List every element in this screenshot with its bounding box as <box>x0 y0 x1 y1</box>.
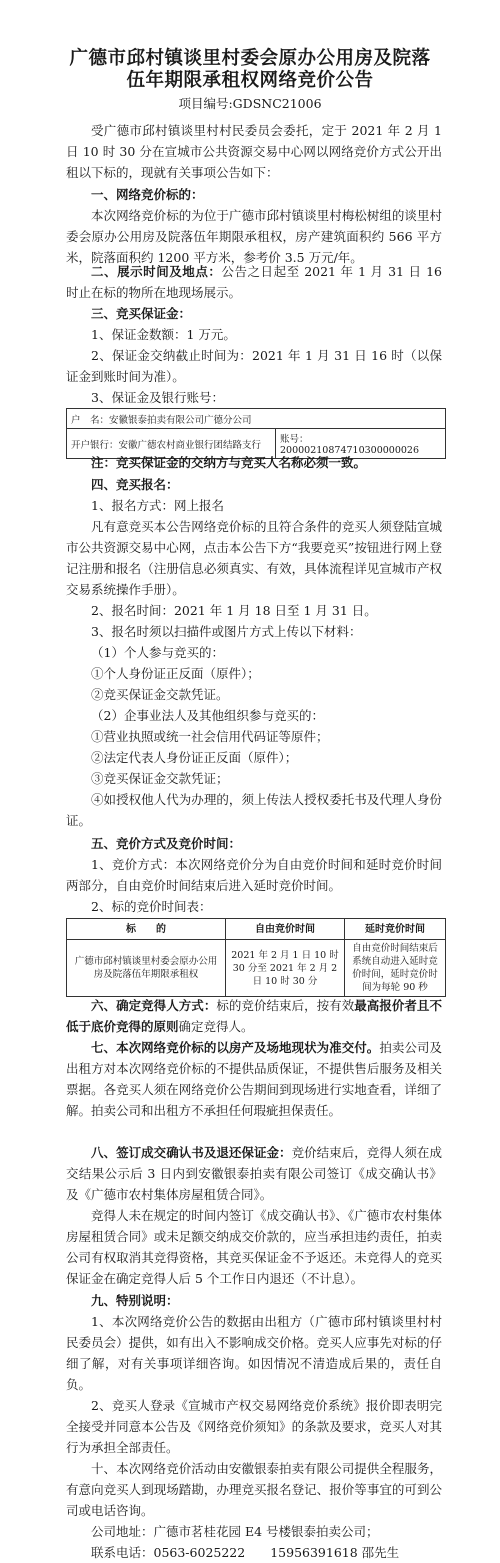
section-6-paragraph <box>66 995 442 1037</box>
section-6-text-a: 标的竞价结束后，按有效 <box>216 998 355 1013</box>
account-name-cell <box>67 409 446 429</box>
section-3-item-3: 3、保证金及银行账号： <box>91 390 224 405</box>
section-2-heading: 二、展示时间及地点： <box>91 264 222 279</box>
section-4-sub-2-c: ③竞买保证金交款凭证； <box>91 771 229 786</box>
bid-table-row <box>67 940 446 997</box>
title-line-1: 广德市邱村镇谈里村委会原办公用房及院落 <box>69 48 431 69</box>
account-number-value: 20000210874710300000026 <box>280 445 420 456</box>
bid-col-free-time: 自由竞价时间 <box>226 919 345 940</box>
bid-time-table <box>66 918 446 997</box>
company-address: 公司地址：广德市茗桂花园 E4 号楼银泰拍卖公司； <box>91 1524 379 1539</box>
section-9-item-1: 1、本次网络竞价公告的数据由出租方（广德市邱村镇谈里村村民委员会）提供，如有出入不影响成交价格。竞买人应事先对标的仔细了解，对有关事项详细咨询。如因情况不清造成后果的，责任自负。 <box>66 1314 442 1392</box>
section-4-sub-1-b: ②竞买保证金交款凭证。 <box>91 687 229 702</box>
bank-row-account-name <box>67 409 446 429</box>
bid-row-free-time: 2021 年 2 月 1 日 10 时 30 分至 2021 年 2 月 2 日 10 时 30 分 <box>226 940 345 997</box>
title-line-2: 伍年期限承租权网络竞价公告 <box>126 70 374 91</box>
bid-col-item: 标 的 <box>67 919 226 940</box>
section-2-text: 公告之日起至 2021 年 1 月 31 日 16 时止在标的物所在地现场展示。 <box>66 264 442 300</box>
section-4-sub-2: （2）企事业法人及其他组织参与竞买的： <box>91 708 324 723</box>
bank-value: 安徽广德农村商业银行团结路支行 <box>118 439 262 451</box>
section-1-text: 本次网络竞价标的为位于广德市邱村镇谈里村梅松树组的谈里村委会原办公用房及院落伍年期限承租权，房产建筑面积约 566 平方米，院落面积约 1200 平方米，参考价 3.5 万元/年。 <box>66 208 442 265</box>
section-8-text-2: 竞得人未在规定的时间内签订《成交确认书》、《广德市农村集体房屋租赁合同》或未足额交纳成交价款的，应当承担违约责任，拍卖公司有权取消其竞得资格，其竞买保证金不予返还。未竞得人的竞买保证金在确定竞得人后 5 个工作日内退还（不计息）。 <box>66 1208 442 1286</box>
section-8-paragraph <box>66 1142 442 1205</box>
contact-phone: 联系电话：0563-6025222 15956391618 邵先生 <box>91 1545 400 1560</box>
section-3-item-1: 1、保证金数额：1 万元。 <box>91 327 236 342</box>
section-4-sub-2-a: ①营业执照或统一社会信用代码证等原件； <box>91 729 329 744</box>
intro-paragraph: 受广德市邱村镇谈里村村民委员会委托，定于 2021 年 2 月 1 日 10 时 30 分在宣城市公共资源交易中心网以网络竞价方式公开出租以下标的，现就有关事项公告如下： <box>66 123 442 180</box>
bid-table-header <box>67 919 446 940</box>
section-4-heading: 四、竞买报名： <box>91 477 179 492</box>
section-6-text-b: 确定竞得人。 <box>178 1019 254 1034</box>
bid-row-item: 广德市邱村镇谈里村委会原办公用房及院落伍年期限承租权 <box>67 940 226 997</box>
section-4-item-2: 2、报名时间：2021 年 1 月 18 日至 1 月 31 日。 <box>91 603 377 618</box>
section-1-heading: 一、网络竞价标的： <box>91 187 204 202</box>
account-number-label: 账号： <box>280 434 309 445</box>
section-8-text-1: 竞价结束后，竞得人须在成交结果公示后 3 日内到安徽银泰拍卖有限公司签订《成交确认书》及《广德市农村集体房屋租赁合同》。 <box>66 1145 442 1202</box>
section-8-heading: 八、签订成交确认书及退还保证金： <box>91 1145 292 1160</box>
bid-col-delay-time: 延时竞价时间 <box>345 919 446 940</box>
section-9-heading: 九、特别说明： <box>91 1293 179 1308</box>
section-4-sub-2-d: ④如授权他人代为办理的，须上传法人授权委托书及代理人身份证。 <box>66 792 442 828</box>
bid-row-delay-time: 自由竞价时间结束后系统自动进入延时竞价时间，延时竞价时间为每轮 90 秒 <box>345 940 446 997</box>
section-6-text-bold: 最高报价者且不低于底价竞得的原则 <box>66 998 442 1034</box>
section-5-item-1: 1、竞价方式：本次网络竞价分为自由竞价时间和延时竞价时间两部分，自由竞价时间结束后进入延时竞价时间。 <box>66 857 442 893</box>
section-4-sub-1: （1）个人参与竞买的： <box>91 645 224 660</box>
section-4-item-3: 3、报名时须以扫描件或图片方式上传以下材料： <box>91 624 362 639</box>
section-10-text: 十、本次网络竞价活动由安徽银泰拍卖有限公司提供全程服务，有意向竞买人到现场踏勘，办理竞买报名登记、报价等事宜的可到公司或电话咨询。 <box>66 1461 442 1518</box>
section-4-sub-1-a: ①个人身份证正反面（原件）； <box>91 666 260 681</box>
section-5-item-2: 2、标的竞价时间表： <box>91 899 212 914</box>
section-4-item-1: 1、报名方式：网上报名 <box>91 498 224 513</box>
section-9-item-2: 2、竞买人登录《宣城市产权交易网络竞价系统》报价即表明完全接受并同意本公告及《网络竞价须知》的条款及要求，竞买人对其行为承担全部责任。 <box>66 1398 442 1455</box>
account-name-value: 安徽银泰拍卖有限公司广德分公司 <box>109 414 252 426</box>
section-4-sub-2-b: ②法定代表人身份证正反面（原件）； <box>91 750 298 765</box>
section-2-paragraph <box>66 261 442 303</box>
section-7-heading: 七、本次网络竞价标的以房产及场地现状为准交付。 <box>91 1040 380 1055</box>
section-3-item-2: 2、保证金交纳截止时间为：2021 年 1 月 31 日 16 时（以保证金到账时间为准）。 <box>66 348 442 384</box>
section-3-heading: 三、竞买保证金： <box>91 306 192 321</box>
bank-label: 开户银行： <box>71 439 119 451</box>
project-number: 项目编号:GDSNC21006 <box>178 96 322 111</box>
section-7-paragraph <box>66 1037 442 1121</box>
deposit-note: 注：竞买保证金的交纳方与竞买人名称必须一致。 <box>91 455 367 470</box>
section-4-item-1-detail: 凡有意竞买本公告网络竞价标的且符合条件的竞买人须登陆宣城市公共资源交易中心网，点击本公告下方“我要竞买”按钮进行网上登记注册和报名（注册信息必须真实、有效，具体流程详见宣城市产权交易系统操作手册）。 <box>66 519 442 597</box>
section-5-heading: 五、竞价方式及竞价时间： <box>91 836 242 851</box>
account-name-label: 户 名： <box>71 414 110 426</box>
section-7-text: 拍卖公司及出租方对本次网络竞价标的不提供品质保证，不提供售后服务及相关票据。各竞买人须在网络竞价公告期间到现场进行实地查看，详细了解。拍卖公司和出租方不承担任何瑕疵担保责任。 <box>66 1040 442 1118</box>
section-6-heading: 六、确定竞得人方式： <box>91 998 217 1013</box>
